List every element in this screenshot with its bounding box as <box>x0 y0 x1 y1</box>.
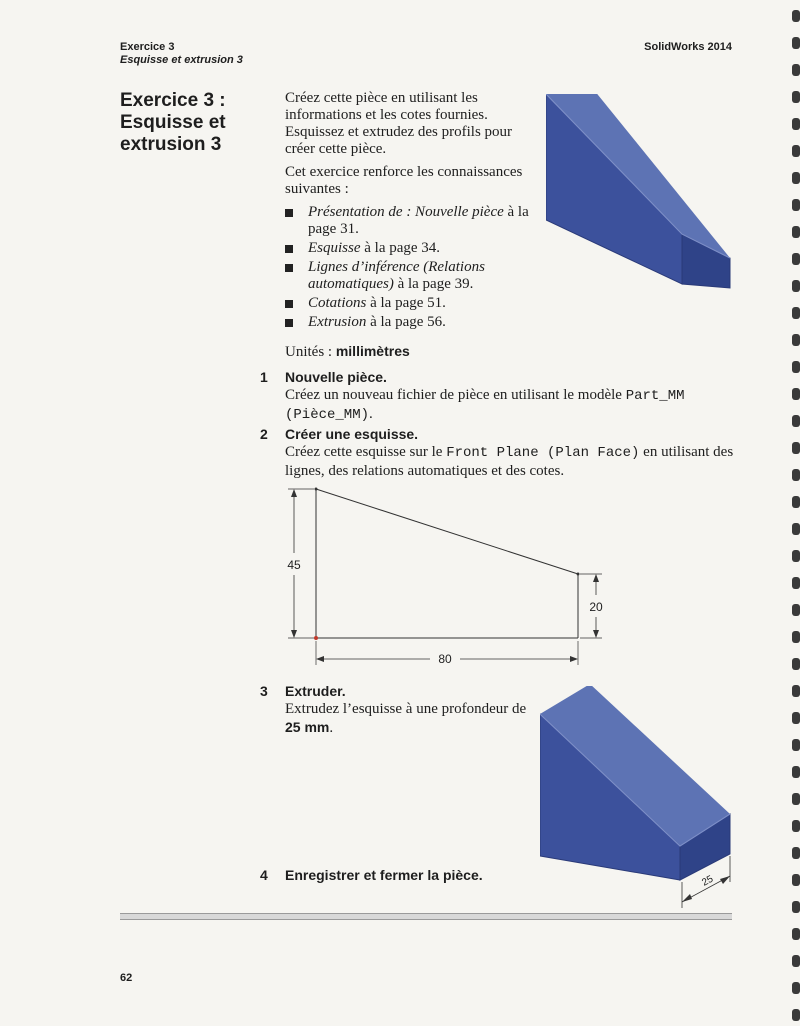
binding-ring <box>792 1009 800 1021</box>
header-software: SolidWorks 2014 <box>644 41 732 53</box>
binding-ring <box>792 955 800 967</box>
binding-ring <box>792 91 800 103</box>
skills-item-page: à la page 51. <box>366 295 446 311</box>
units-label: Unités : <box>285 344 336 360</box>
intro-paragraph: Créez cette pièce en utilisant les informations et les cotes fournies. Esquissez et extrudez des profils pour créer cette pièce. <box>285 90 513 157</box>
binding-ring <box>792 982 800 994</box>
dimension-20-label: 20 <box>589 600 603 614</box>
units-value: millimètres <box>335 343 410 359</box>
step-title: Créer une esquisse. <box>285 426 419 442</box>
step-text-b: . <box>329 720 334 736</box>
binding-ring <box>792 604 800 616</box>
binding-ring <box>792 685 800 697</box>
skills-list <box>285 204 545 331</box>
header-subtitle: Esquisse et extrusion 3 <box>120 54 243 66</box>
binding-ring <box>792 253 800 265</box>
section-title <box>120 90 270 156</box>
step-text-a: Créez un nouveau fichier de pièce en utilisant le modèle <box>285 387 626 403</box>
binding-ring <box>792 874 800 886</box>
step-title: Extruder. <box>285 683 346 699</box>
step-number: 2 <box>260 426 268 442</box>
section-title-line-1: Exercice 3 : <box>120 90 226 111</box>
binding-ring <box>792 793 800 805</box>
sketch-diagram <box>280 485 610 670</box>
binding-ring <box>792 766 800 778</box>
skills-item <box>285 204 545 238</box>
footer-divider <box>120 913 732 920</box>
section-title-line-3: extrusion 3 <box>120 134 222 155</box>
binding-ring <box>792 712 800 724</box>
skills-item-ref: Lignes d’inférence (Relations automatiques) <box>308 259 485 292</box>
binding-ring <box>792 280 800 292</box>
arrow-icon <box>593 574 599 582</box>
header-exercise: Exercice 3 <box>120 41 175 53</box>
step-text-b: en utilisant des lignes, des relations automatiques et des cotes. <box>285 444 734 479</box>
binding-ring <box>792 442 800 454</box>
page-number: 62 <box>120 972 133 984</box>
intro-block <box>285 90 545 333</box>
part-model-image <box>546 94 736 290</box>
arrow-icon <box>291 630 297 638</box>
running-header <box>120 41 243 67</box>
skills-item-ref: Esquisse <box>308 240 361 256</box>
step-text <box>285 700 530 737</box>
sketch-point <box>577 573 580 576</box>
binding-ring <box>792 415 800 427</box>
step-number: 1 <box>260 369 268 385</box>
arrow-icon <box>720 876 730 884</box>
binding-ring <box>792 226 800 238</box>
binding-ring <box>792 523 800 535</box>
intro-skills-paragraph: Cet exercice renforce les connaissances suivantes : <box>285 164 523 197</box>
arrow-icon <box>316 656 324 662</box>
skills-item-ref: Présentation de : Nouvelle pièce <box>308 204 504 220</box>
binding-ring <box>792 307 800 319</box>
binding-ring <box>792 10 800 22</box>
skills-item-ref: Extrusion <box>308 314 367 330</box>
plane-name: Front Plane (Plan Face) <box>446 445 640 461</box>
template-name: Part_MM <box>625 388 685 404</box>
step-text-b: . <box>369 406 373 422</box>
sketch-point <box>315 488 318 491</box>
arrow-icon <box>682 894 692 902</box>
bullet-icon <box>285 300 293 308</box>
binding-spiral-decoration <box>786 0 800 1026</box>
step-text-a: Extrudez l’esquisse à une profondeur de <box>285 701 527 717</box>
step-text <box>285 386 735 424</box>
step-title: Enregistrer et fermer la pièce. <box>285 867 483 883</box>
bullet-icon <box>285 245 293 253</box>
skills-item <box>285 240 545 257</box>
arrow-icon <box>593 630 599 638</box>
skills-item-page: à la page 31. <box>308 204 529 237</box>
binding-ring <box>792 577 800 589</box>
origin-point <box>314 636 318 640</box>
binding-ring <box>792 199 800 211</box>
section-title-line-2: Esquisse et <box>120 112 226 133</box>
arrow-icon <box>291 489 297 497</box>
dimension-45-label: 45 <box>287 558 301 572</box>
template-name-translation: (Pièce_MM) <box>285 407 370 423</box>
skills-item <box>285 259 545 293</box>
skills-item-page: à la page 56. <box>366 314 446 330</box>
arrow-icon <box>570 656 578 662</box>
dimension-80-label: 80 <box>438 652 452 666</box>
binding-ring <box>792 118 800 130</box>
binding-ring <box>792 928 800 940</box>
binding-ring <box>792 631 800 643</box>
skills-item-page: à la page 39. <box>393 276 474 292</box>
binding-ring <box>792 64 800 76</box>
binding-ring <box>792 820 800 832</box>
binding-ring <box>792 172 800 184</box>
bullet-icon <box>285 264 293 272</box>
step-number: 3 <box>260 683 268 699</box>
dimension-25-label: 25 <box>700 873 716 889</box>
binding-ring <box>792 388 800 400</box>
bullet-icon <box>285 209 293 217</box>
binding-ring <box>792 901 800 913</box>
skills-item-ref: Cotations <box>308 295 367 311</box>
step-text <box>285 443 735 480</box>
binding-ring <box>792 847 800 859</box>
binding-ring <box>792 145 800 157</box>
bullet-icon <box>285 319 293 327</box>
binding-ring <box>792 334 800 346</box>
units-line <box>285 343 410 361</box>
skills-item-page: à la page 34. <box>360 240 441 256</box>
binding-ring <box>792 658 800 670</box>
binding-ring <box>792 496 800 508</box>
binding-ring <box>792 550 800 562</box>
step-text-a: Créez cette esquisse sur le <box>285 444 447 460</box>
step-title: Nouvelle pièce. <box>285 369 387 385</box>
binding-ring <box>792 361 800 373</box>
extruded-part-image <box>540 686 736 912</box>
step-number: 4 <box>260 867 268 883</box>
sketch-line-slope <box>316 489 578 574</box>
binding-ring <box>792 469 800 481</box>
binding-ring <box>792 37 800 49</box>
skills-item <box>285 314 545 331</box>
depth-value: 25 mm <box>285 719 330 735</box>
binding-ring <box>792 739 800 751</box>
skills-item <box>285 295 545 312</box>
